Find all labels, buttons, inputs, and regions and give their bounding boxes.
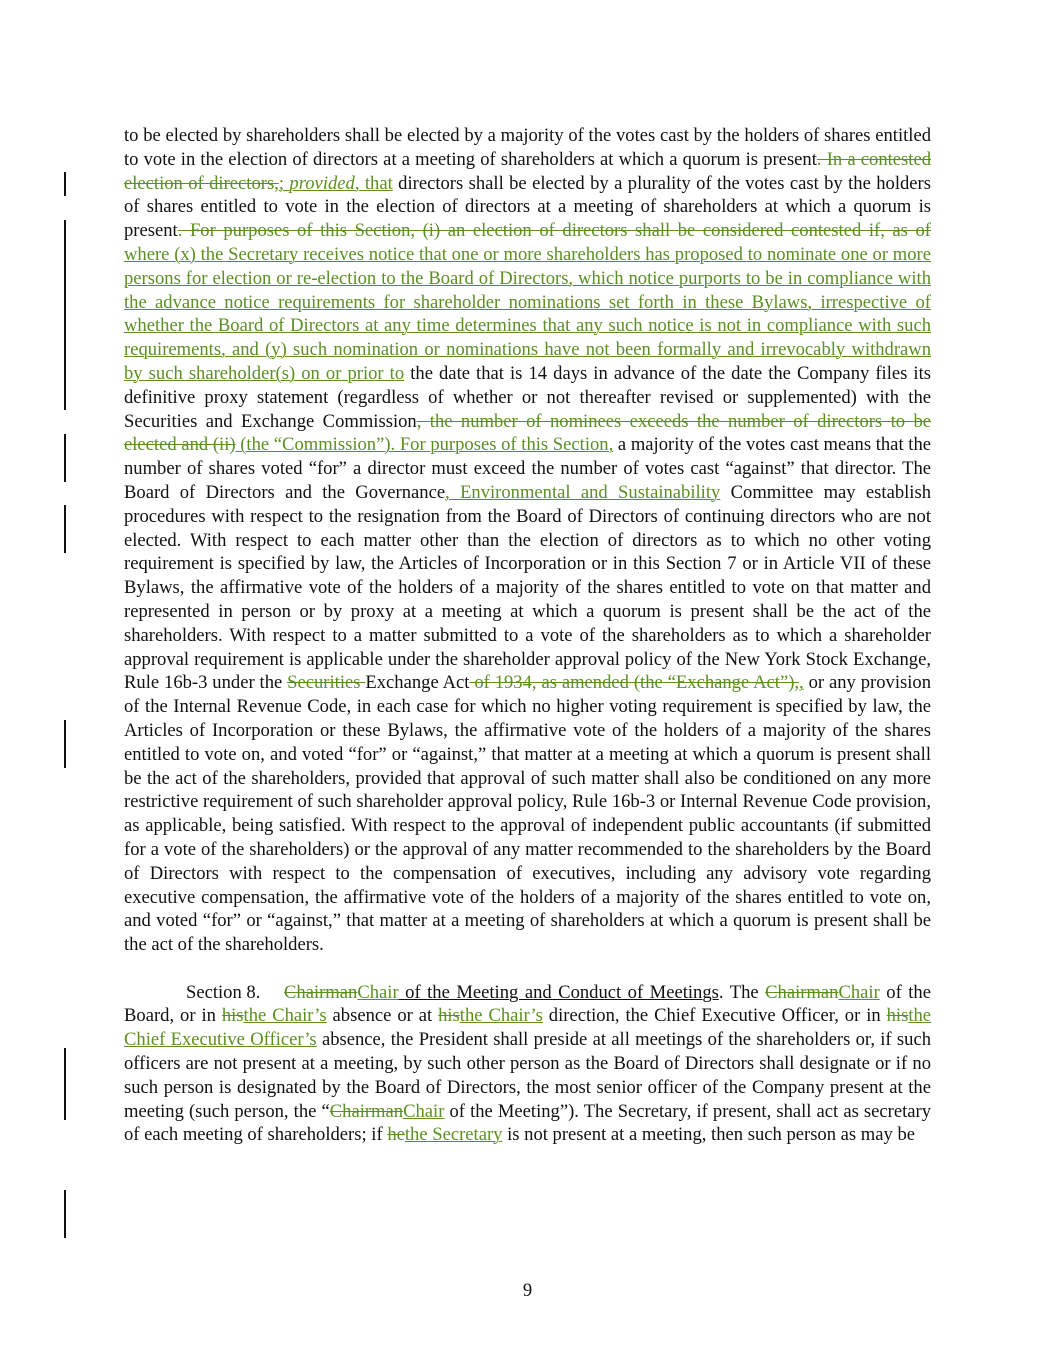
text: Exchange Act [365,672,470,694]
section-heading: of the Meeting and Conduct of Meetings [398,981,719,1003]
text: a majority of the votes cast means that the number of shares voted “for” a director must exceed the number of votes cast “against” that director. The Board of Directors and the Governance [124,434,931,503]
deletion: Chairman [765,981,839,1003]
text: is not present at a meeting, then such person as may be [502,1124,916,1146]
section-number: Section 8. [186,981,261,1003]
change-bar [64,220,66,410]
document-page [124,124,931,1147]
change-bar [64,1190,66,1238]
text: . The [718,981,766,1003]
text: directors shall be elected by a plurality of the votes cast by the holders of shares entitled to vote in the election of directors at a meeting of shareholders at which a quorum is present [124,172,931,242]
insertion: ; [278,172,290,194]
insertion: where (x) the Secretary receives notice that one or more shareholders has proposed to nominate one or more persons for election or re-election to the Board of Directors, which notice purports to be in compliance with the advance notice requirements for shareholder nominations set forth in these Bylaws, irrespective of whether the Board of Directors at any time determines that any such notice is not in compliance with such requirements, and (y) such nomination or nominations have not been formally and irrevocably withdrawn by such shareholder(s) on or prior to [124,243,931,384]
insertion: Chair [838,981,880,1003]
insertion: , Environmental and Sustainability [445,481,721,503]
insertion: the Chair’s [243,1005,327,1027]
text: to be elected by shareholders shall be elected by a majority of the votes cast by the holders of shares entitled to vote in the election of directors at a meeting of shareholders at which a quorum is present [124,125,931,170]
text: absence, the President shall preside at all meetings of the shareholders or, if such officers are not present at a meeting, by such other person as the Board of Directors shall designate or if no such person is designated by the Board of Directors, the most senior officer of the Company present at the meeting (such person, the “ [124,1029,931,1122]
deletion: Chairman [284,981,358,1003]
insertion: (the “Commission”). For purposes of this Section, [235,434,614,456]
insertion: Chair [403,1100,445,1122]
deletion: he [387,1124,405,1146]
text: of the Board, or in [124,981,931,1027]
text: the date that is 14 days in advance of the date the Company files its definitive proxy statement (regardless of whether or not thereafter revised or supplemented) with the Securities and Exchange Commission [124,362,932,432]
paragraph-voting [124,124,931,957]
text: direction, the Chief Executive Officer, or in [542,1005,887,1027]
deletion: , the number of nominees exceeds the number of directors to be elected and (ii) [124,410,931,456]
change-bar [64,1048,66,1120]
insertion: Chair [357,981,399,1003]
insertion: the Chair’s [459,1005,543,1027]
insertion: , that [354,172,393,194]
insertion: provided [289,172,355,194]
change-bar [64,434,66,482]
deletion: of 1934, as amended (the “Exchange Act”), [469,672,800,694]
change-bar [64,720,66,768]
insertion: the Chief Executive Officer’s [124,1005,932,1051]
text: Committee may establish procedures with respect to the resignation from the Board of Directors of continuing directors who are not elected. With respect to each matter other than the election of directors as to which no other voting requirement is specified by law, the Articles of Incorporation or in this Section 7 or in Article VII of these Bylaws, the affirmative vote of the holders of a majority of the shares entitled to vote on that matter and represented in person or by proxy at a meeting at which a quorum is present shall be the act of the shareholders. With respect to a matter submitted to a vote of the shareholders as to which a shareholder approval requirement is applicable under the shareholder approval policy of the New York Stock Exchange, Rule 16b-3 under the [124,481,931,694]
deletion: Chairman [329,1100,404,1122]
page-number: 9 [522,1280,533,1301]
change-bar [64,172,66,196]
deletion: his [886,1005,909,1027]
insertion: , [799,672,804,694]
text: of the Meeting”). The Secretary, if present, shall act as secretary of each meeting of shareholders; if [124,1100,931,1146]
change-bar [64,505,66,553]
text: absence or at [326,1005,439,1027]
deletion: his [221,1005,244,1027]
deletion: Securities [287,672,366,694]
deletion: . In a contested election of directors, [124,148,931,194]
deletion: . For purposes of this Section, (i) an election of directors shall be considered contested if, as of [177,220,931,242]
text: or any provision of the Internal Revenue Code, in each case for which no higher voting requirement is specified by law, the Articles of Incorporation or these Bylaws, the affirmative vote of the holders of a majority of the shares entitled to vote on, and voted “for” or “against,” that matter at a meeting at which a quorum is present shall be the act of the shareholders, provided that approval of such matter shall also be conditioned on any more restrictive requirement of such shareholder approval policy, Rule 16b-3 or Internal Revenue Code provision, as applicable, being satisfied. With respect to the approval of independent public accountants (if submitted for a vote of the shareholders) or the approval of any matter recommended to the shareholders by the Board of Directors with respect to the compensation of executives, including any advisory vote regarding executive compensation, the affirmative vote of the holders of a majority of the shares entitled to vote on, and voted “for” or “against,” that matter at a meeting of shareholders at which a quorum is present shall be the act of the shareholders. [124,672,931,956]
section-8 [124,981,931,1148]
deletion: his [438,1005,460,1027]
insertion: the Secretary [404,1124,503,1146]
